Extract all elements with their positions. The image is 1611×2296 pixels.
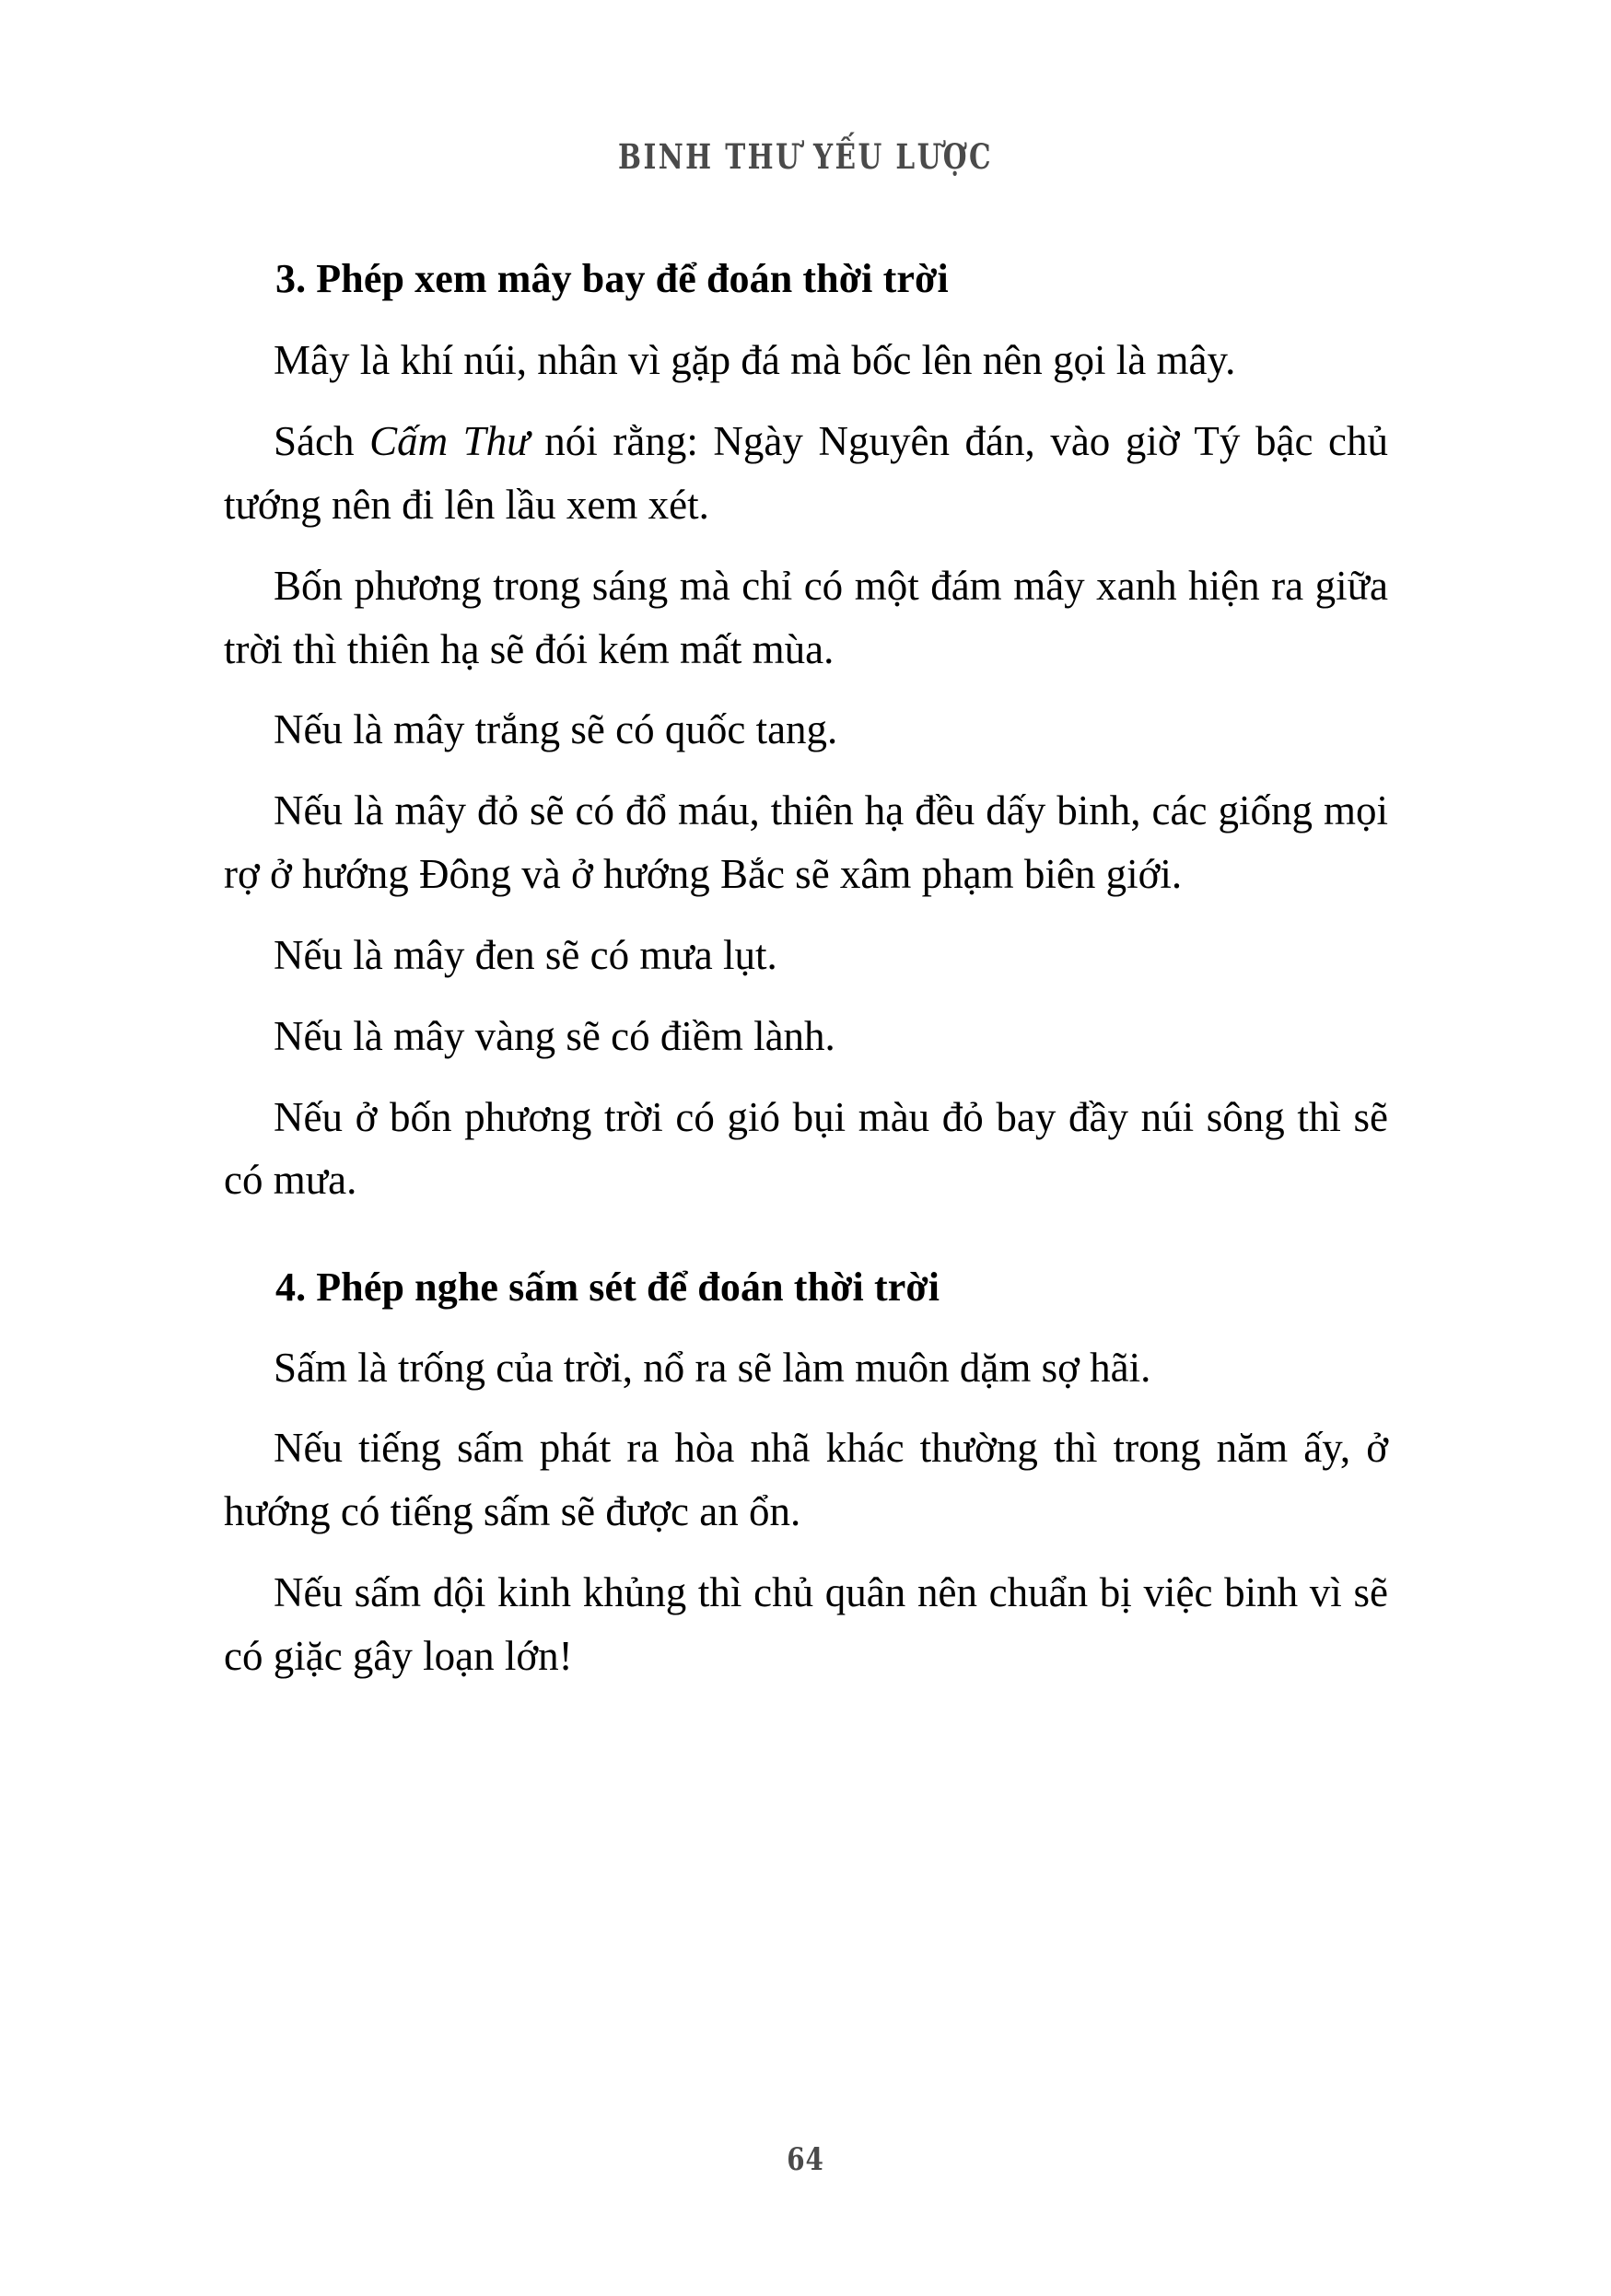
work-title: Cấm Thư	[369, 418, 530, 465]
section-heading-3: 3. Phép xem mây bay để đoán thời trời	[275, 256, 949, 301]
paragraph: Mây là khí núi, nhân vì gặp đá mà bốc lên nên gọi là mây.	[274, 337, 1236, 384]
paragraph: Bốn phương trong sáng mà chỉ có một đám mây xanh hiện ra giữa trời thì thiên hạ sẽ đói kém mất mùa.	[224, 562, 1388, 672]
paragraph: Sấm là trống của trời, nổ ra sẽ làm muôn dặm sợ hãi.	[274, 1344, 1151, 1391]
paragraph: Nếu là mây trắng sẽ có quốc tang.	[274, 706, 838, 753]
paragraph: Nếu sấm dội kinh khủng thì chủ quân nên chuẩn bị việc binh vì sẽ có giặc gây loạn lớn!	[224, 1569, 1388, 1679]
paragraph: Nếu là mây vàng sẽ có điềm lành.	[274, 1012, 835, 1059]
running-head: BINH THƯ YẾU LƯỢC	[618, 136, 993, 177]
text-column	[224, 247, 1388, 1706]
paragraph: Nếu ở bốn phương trời có gió bụi màu đỏ bay đầy núi sông thì sẽ có mưa.	[224, 1093, 1388, 1204]
section-heading-4: 4. Phép nghe sấm sét để đoán thời trời	[275, 1265, 940, 1311]
page-number: 64	[787, 2141, 824, 2178]
paragraph: Nếu là mây đen sẽ có mưa lụt.	[274, 931, 777, 978]
paragraph: Nếu tiếng sấm phát ra hòa nhã khác thường thì trong năm ấy, ở hướng có tiếng sấm sẽ được an ổn.	[224, 1425, 1388, 1535]
paragraph-lead: Sách	[274, 418, 370, 465]
paragraph: Nếu là mây đỏ sẽ có đổ máu, thiên hạ đều dấy binh, các giống mọi rợ ở hướng Đông và ở hướng Bắc sẽ xâm phạm biên giới.	[224, 787, 1388, 898]
paragraph-tail: nói rằng: Ngày Nguyên đán, vào giờ Tý bậc chủ tướng nên đi lên lầu xem xét.	[224, 418, 1388, 528]
paragraph	[224, 410, 1388, 554]
